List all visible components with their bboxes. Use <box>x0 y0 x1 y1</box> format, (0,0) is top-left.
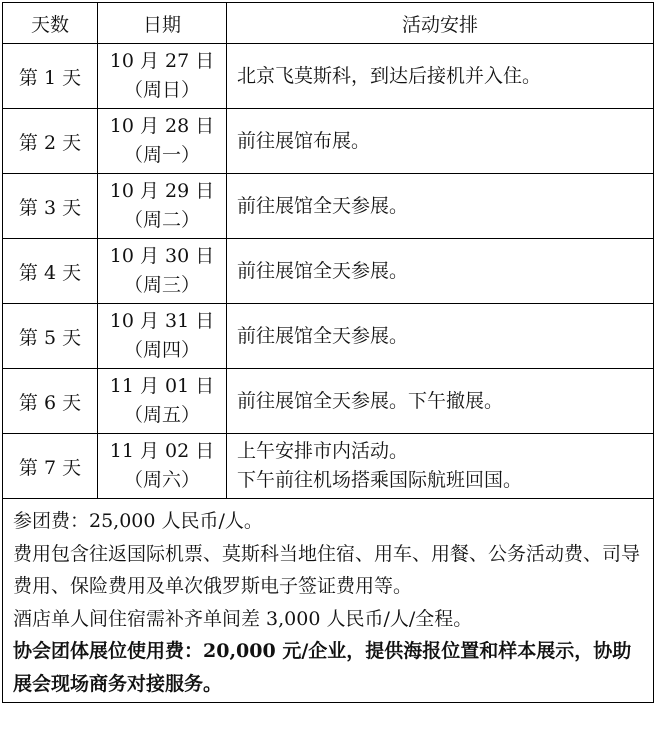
table-row <box>3 44 654 109</box>
activity-text: 前往展馆全天参展。 <box>237 324 409 347</box>
header-day: 天数 <box>3 3 98 44</box>
date-text: 10 月 27 日 <box>109 50 215 72</box>
activity-text: 北京飞莫斯科，到达后接机并入住。 <box>237 64 542 87</box>
weekday-text: （周五） <box>123 404 200 426</box>
date-text: 11 月 01 日 <box>109 375 215 397</box>
day-cell: 第 1 天 <box>3 44 98 109</box>
table-header-row <box>3 3 654 44</box>
weekday-text: （周日） <box>123 79 200 101</box>
day-cell: 第 4 天 <box>3 239 98 304</box>
date-cell <box>98 304 227 369</box>
activity-text: 前往展馆布展。 <box>237 129 371 152</box>
booth-fee-note: 协会团体展位使用费：20,000 元/企业，提供海报位置和样本展示，协助展会现场商务对接服务。 <box>13 640 632 695</box>
date-text: 10 月 30 日 <box>109 245 215 267</box>
day-cell: 第 7 天 <box>3 434 98 499</box>
date-cell <box>98 44 227 109</box>
activity-text: 前往展馆全天参展。下午撤展。 <box>237 389 504 412</box>
activity-cell <box>227 44 654 109</box>
activity-cell <box>227 109 654 174</box>
date-text: 10 月 28 日 <box>109 115 215 137</box>
activity-text: 上午安排市内活动。 <box>237 440 409 462</box>
activity-cell <box>227 369 654 434</box>
date-cell <box>98 369 227 434</box>
table-row <box>3 304 654 369</box>
table-row <box>3 369 654 434</box>
activity-cell <box>227 174 654 239</box>
single-room-note: 酒店单人间住宿需补齐单间差 3,000 人民币/人/全程。 <box>13 607 473 630</box>
date-text: 11 月 02 日 <box>109 440 215 462</box>
activity-cell <box>227 239 654 304</box>
weekday-text: （周二） <box>123 209 200 231</box>
weekday-text: （周六） <box>123 469 200 491</box>
date-cell <box>98 434 227 499</box>
day-cell: 第 2 天 <box>3 109 98 174</box>
header-date: 日期 <box>98 3 227 44</box>
day-cell: 第 3 天 <box>3 174 98 239</box>
date-text: 10 月 29 日 <box>109 180 215 202</box>
day-cell: 第 5 天 <box>3 304 98 369</box>
weekday-text: （周四） <box>123 339 200 361</box>
weekday-text: （周三） <box>123 274 200 296</box>
table-row <box>3 109 654 174</box>
weekday-text: （周一） <box>123 144 200 166</box>
notes-row <box>3 499 654 703</box>
activity-cell <box>227 304 654 369</box>
notes-cell <box>3 499 654 703</box>
date-cell <box>98 174 227 239</box>
header-activities: 活动安排 <box>227 3 654 44</box>
itinerary-table <box>2 2 654 703</box>
activity-text: 前往展馆全天参展。 <box>237 259 409 282</box>
date-cell <box>98 239 227 304</box>
activity-text: 前往展馆全天参展。 <box>237 194 409 217</box>
table-row <box>3 174 654 239</box>
includes-note: 费用包含往返国际机票、莫斯科当地住宿、用车、用餐、公务活动费、司导费用、保险费用及单次俄罗斯电子签证费用等。 <box>13 542 641 597</box>
day-cell: 第 6 天 <box>3 369 98 434</box>
table-row <box>3 434 654 499</box>
table-row <box>3 239 654 304</box>
fee-note: 参团费：25,000 人民币/人。 <box>13 510 263 532</box>
date-text: 10 月 31 日 <box>109 310 215 332</box>
activity-text: 下午前往机场搭乘国际航班回国。 <box>237 469 523 491</box>
date-cell <box>98 109 227 174</box>
activity-cell <box>227 434 654 499</box>
